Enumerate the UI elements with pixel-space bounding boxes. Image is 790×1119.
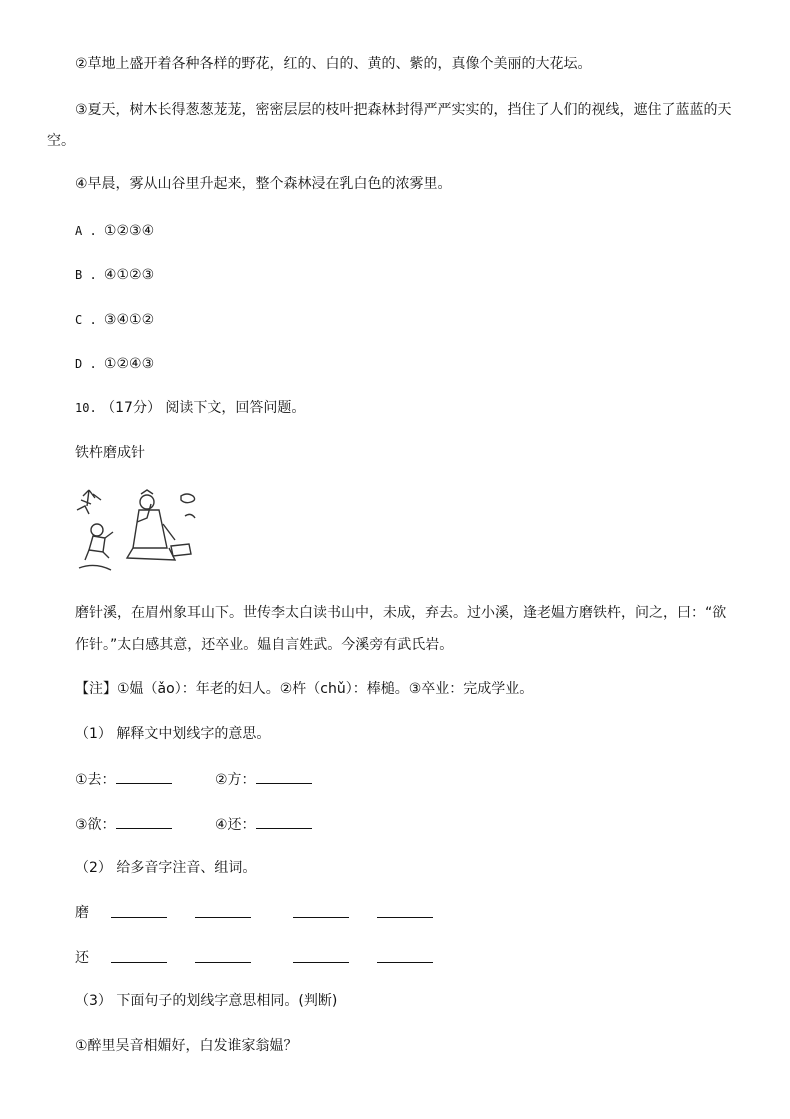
judgment-item-1: ①醉里吴音相媚好，白发谁家翁媪？ xyxy=(75,1038,298,1054)
field-qu xyxy=(75,769,172,790)
passage-text-line2: 作针。”太白感其意，还卒业。媪自言姓武。今溪旁有武氏岩。 xyxy=(75,637,454,653)
option-letter: C xyxy=(75,313,83,327)
sub-question-label: （1） xyxy=(75,726,112,742)
sub-question-label: （2） xyxy=(75,860,112,876)
polyphone-char: 磨 xyxy=(75,905,89,921)
option-a[interactable]: A . ①②③④ xyxy=(75,223,155,239)
option-text: ③④①② xyxy=(103,312,155,328)
passage-title: 铁杵磨成针 xyxy=(75,445,145,461)
answer-blank[interactable] xyxy=(195,903,251,918)
sentence-3-line2: 空。 xyxy=(47,133,75,149)
answer-blank[interactable] xyxy=(293,903,349,918)
note-text: ①媪（ǎo）：年老的妇人。②杵（chǔ）：棒槌。③卒业：完成学业。 xyxy=(117,681,534,697)
option-c[interactable]: C . ③④①② xyxy=(75,312,155,328)
question-number: 10. xyxy=(75,401,97,415)
option-text: ④①②③ xyxy=(103,267,155,283)
polyphone-row-mo xyxy=(75,903,89,923)
polyphone-row-huan xyxy=(75,948,89,968)
note-label: 【注】 xyxy=(75,681,117,697)
sub-question-prompt: 给多音字注音、组词。 xyxy=(116,860,257,876)
field-huan xyxy=(215,814,312,835)
option-text: ①②③④ xyxy=(103,223,155,239)
sentence-2: ②草地上盛开着各种各样的野花，红的、白的、黄的、紫的，真像个美丽的大花坛。 xyxy=(75,56,592,72)
option-letter: A xyxy=(75,224,83,238)
answer-blank[interactable] xyxy=(111,948,167,963)
sub-question-prompt: 下面句子的划线字意思相同。(判断) xyxy=(116,993,338,1009)
question-10-header xyxy=(75,398,305,418)
answer-blank[interactable] xyxy=(116,769,172,784)
answer-blank[interactable] xyxy=(116,814,172,829)
field-label: ④还： xyxy=(215,817,256,833)
note xyxy=(75,679,533,699)
field-label: ③欲： xyxy=(75,817,116,833)
option-d[interactable]: D . ①②④③ xyxy=(75,356,155,372)
field-fang xyxy=(215,769,312,790)
sub-question-label: （3） xyxy=(75,993,112,1009)
option-text: ①②④③ xyxy=(103,356,155,372)
field-label: ②方： xyxy=(215,772,256,788)
answer-blank[interactable] xyxy=(377,948,433,963)
question-prompt: 阅读下文，回答问题。 xyxy=(165,400,306,416)
question-score: （17分） xyxy=(101,400,161,416)
option-letter: B xyxy=(75,268,83,282)
answer-blank[interactable] xyxy=(256,769,312,784)
sub-question-1 xyxy=(75,724,270,744)
sentence-4: ④早晨，雾从山谷里升起来，整个森林浸在乳白色的浓雾里。 xyxy=(75,176,452,192)
answer-blank[interactable] xyxy=(195,948,251,963)
answer-blank[interactable] xyxy=(256,814,312,829)
polyphone-char: 还 xyxy=(75,950,89,966)
field-yu xyxy=(75,814,172,835)
answer-blank[interactable] xyxy=(111,903,167,918)
answer-blank[interactable] xyxy=(293,948,349,963)
answer-blank[interactable] xyxy=(377,903,433,918)
sub-question-2 xyxy=(75,858,256,878)
field-label: ①去： xyxy=(75,772,116,788)
option-letter: D xyxy=(75,357,83,371)
sub-question-prompt: 解释文中划线字的意思。 xyxy=(116,726,271,742)
option-b[interactable]: B . ④①②③ xyxy=(75,267,155,283)
sub-question-3 xyxy=(75,991,337,1011)
sentence-3-line1: ③夏天，树木长得葱葱茏茏，密密层层的枝叶把森林封得严严实实的，挡住了人们的视线，遮住了蓝蓝的天 xyxy=(75,102,732,118)
passage-text-line1: 磨针溪，在眉州象耳山下。世传李太白读书山中，未成，弃去。过小溪，逢老媪方磨铁杵，问之，曰：“欲 xyxy=(75,605,727,621)
illustration-image xyxy=(75,488,197,576)
